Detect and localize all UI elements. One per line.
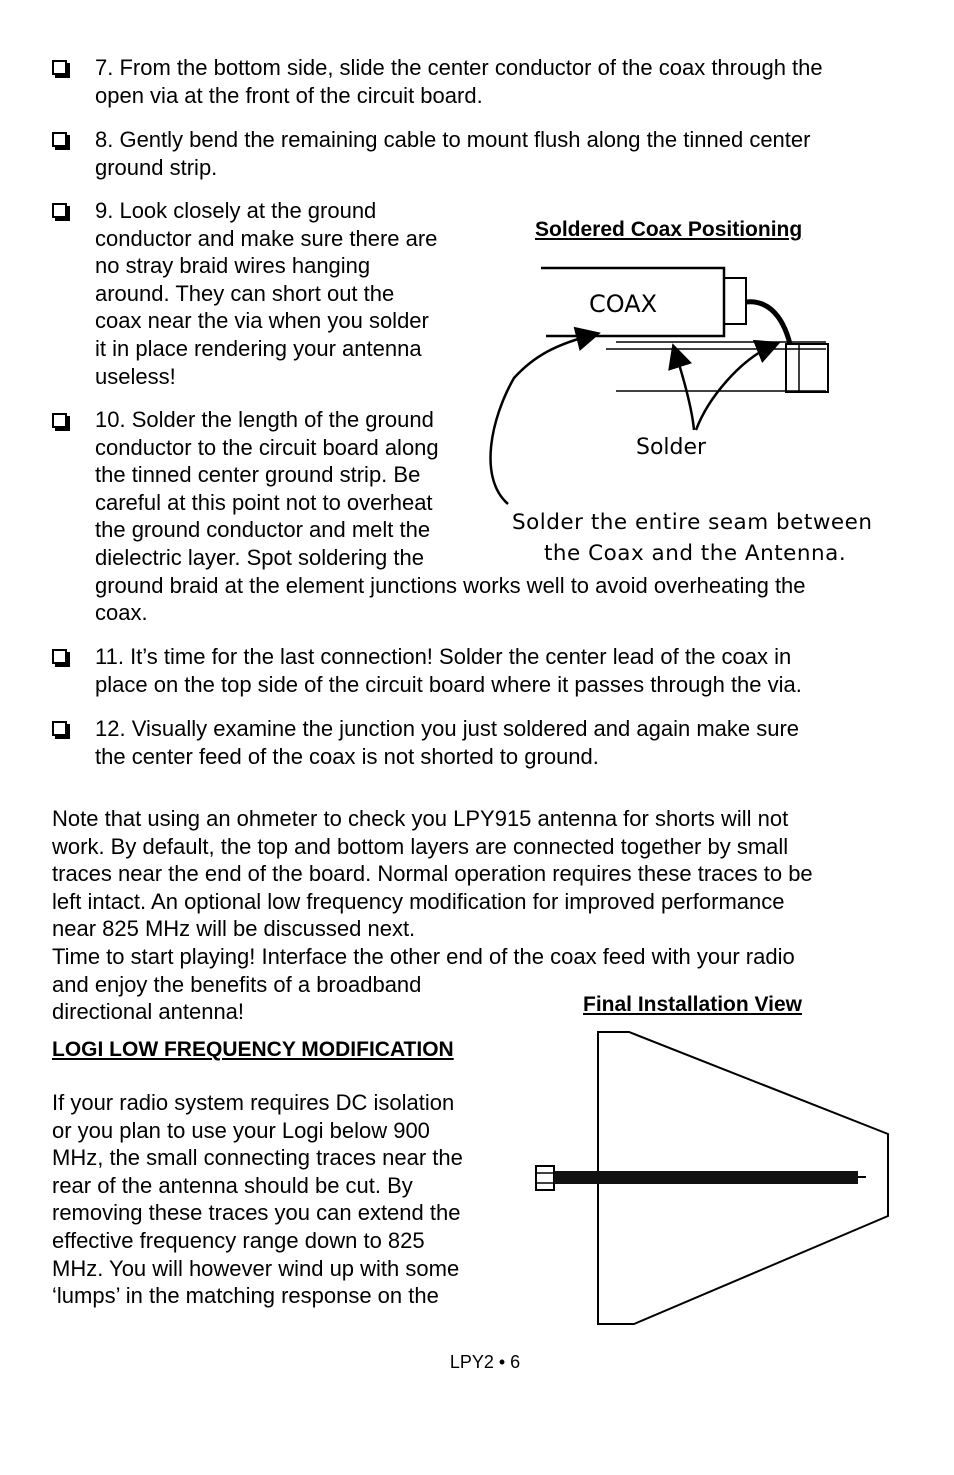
checkbox-step-8[interactable] [52,132,67,147]
step-9-line: conductor and make sure there are [95,225,438,251]
soldered-coax-diagram [486,258,906,568]
step-10-line: 10. Solder the length of the ground [95,407,434,432]
step-9-line: coax near the via when you solder [95,308,429,334]
step-10-line: the ground conductor and melt the [95,517,431,543]
step-9-line: it in place rendering your antenna [95,335,422,361]
coax-label: COAX [589,290,658,318]
figure-1-caption: Soldered Coax Positioning [535,218,803,241]
step-9-line: useless! [95,363,176,389]
section-line: MHz. You will however wind up with some [52,1255,460,1281]
solder-note-line-2: the Coax and the Antenna. [544,541,847,566]
step-11-line: place on the top side of the circuit board where it passes through the via. [95,671,802,697]
checkbox-step-10[interactable] [52,413,67,428]
note-line: left intact. An optional low frequency modification for improved performance [52,888,785,914]
step-10-line: ground braid at the element junctions works well to avoid overheating the [95,572,806,598]
section-line: or you plan to use your Logi below 900 [52,1117,430,1143]
section-line: rear of the antenna should be cut. By [52,1172,413,1198]
step-7-line: open via at the front of the circuit board. [95,82,483,108]
solder-note-line-1: Solder the entire seam between [512,510,873,535]
step-7-line: 7. From the bottom side, slide the center conductor of the coax through the [95,55,823,80]
page-number: LPY2 • 6 [449,1352,521,1372]
note-line: Time to start playing! Interface the other end of the coax feed with your radio [52,943,795,969]
figure-2-caption: Final Installation View [583,993,802,1016]
section-body [52,1089,463,1310]
step-10-line: dielectric layer. Spot soldering the [95,544,424,570]
section-line: effective frequency range down to 825 [52,1227,425,1253]
step-8-line: ground strip. [95,154,218,180]
step-12 [95,715,799,770]
step-9-line: 9. Look closely at the ground [95,198,377,223]
note-line: and enjoy the benefits of a broadband [52,971,422,997]
step-9-line: no stray braid wires hanging [95,253,371,279]
checkbox-step-11[interactable] [52,649,67,664]
checkbox-step-7[interactable] [52,60,67,75]
step-7 [95,54,823,109]
step-10-line: careful at this point not to overheat [95,489,433,515]
section-line: ‘lumps’ in the matching response on the [52,1283,439,1309]
step-9-line: around. They can short out the [95,280,395,306]
step-11 [95,643,802,698]
note-line: directional antenna! [52,999,245,1025]
step-12-line: the center feed of the coax is not shorted to ground. [95,743,599,769]
step-10-line: coax. [95,600,148,626]
checkbox-step-12[interactable] [52,721,67,736]
section-heading: LOGI LOW FREQUENCY MODIFICATION [52,1038,454,1061]
step-9 [95,197,437,390]
step-10-line: the tinned center ground strip. Be [95,462,421,488]
note-line: Note that using an ohmeter to check you LPY915 antenna for shorts will not [52,806,789,831]
step-12-line: 12. Visually examine the junction you just soldered and again make sure [95,716,800,741]
antenna-installation-diagram [530,1028,900,1333]
step-8-line: 8. Gently bend the remaining cable to mount flush along the tinned center [95,127,811,152]
solder-label: Solder [636,435,707,460]
step-10-line: conductor to the circuit board along [95,434,439,460]
step-11-line: 11. It’s time for the last connection! Solder the center lead of the coax in [95,644,792,669]
note-line: traces near the end of the board. Normal operation requires these traces to be [52,861,813,887]
checkbox-step-9[interactable] [52,203,67,218]
note-line: near 825 MHz will be discussed next. [52,916,416,942]
section-line: removing these traces you can extend the [52,1200,461,1226]
section-line: MHz, the small connecting traces near the [52,1145,463,1171]
step-8 [95,126,810,181]
section-line: If your radio system requires DC isolation [52,1090,455,1115]
note-line: work. By default, the top and bottom layers are connected together by small [52,833,789,859]
